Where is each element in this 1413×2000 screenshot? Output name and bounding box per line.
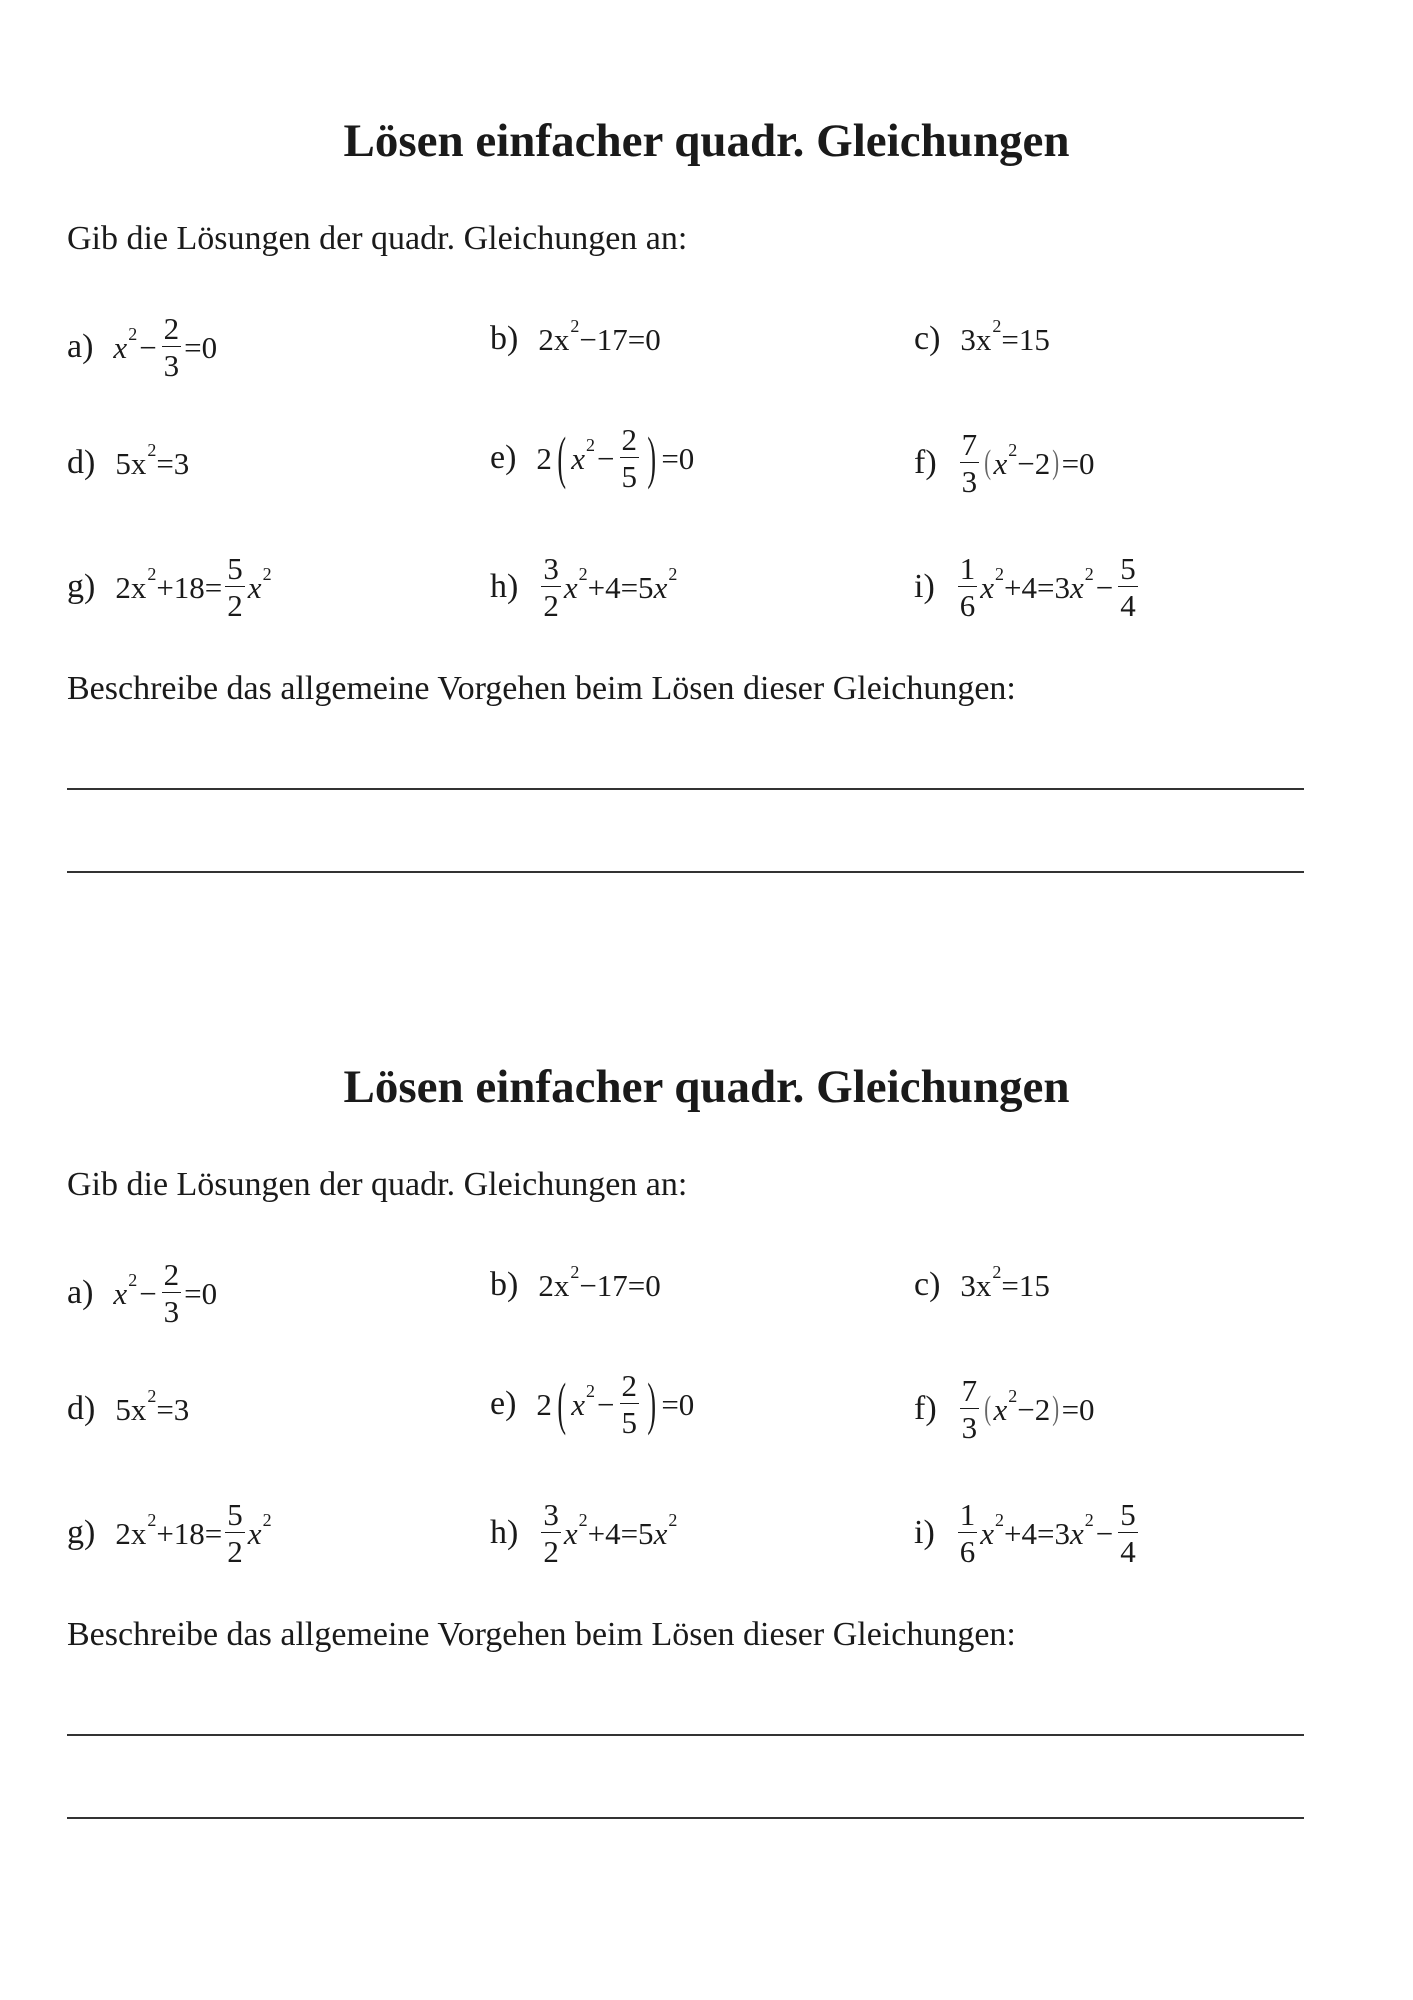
- instruction-text: Gib die Lösungen der quadr. Gleichungen an:: [67, 1166, 688, 1203]
- answer-line-2[interactable]: [67, 871, 1304, 873]
- equation-label: f): [914, 1390, 937, 1427]
- equation-g: g) 2x 2 +18= $\frac{5}{2}$ x 2: [67, 551, 272, 623]
- equation-label: a): [67, 328, 94, 365]
- equation-label: i): [914, 568, 935, 605]
- worksheet-title: Lösen einfacher quadr. Gleichungen: [343, 115, 1070, 167]
- equation-label: a): [67, 1274, 94, 1311]
- equation-label: e): [490, 1385, 517, 1422]
- equation-c: c) 3x 2 =15: [914, 316, 1050, 357]
- describe-prompt: Beschreibe das allgemeine Vorgehen beim Lösen dieser Gleichungen:: [67, 670, 1016, 707]
- worksheet-1: [0, 0, 1413, 760]
- equation-label: f): [914, 444, 937, 481]
- equation-label: h): [490, 568, 519, 605]
- worksheet-title: Lösen einfacher quadr. Gleichungen: [343, 1061, 1070, 1113]
- equation-label: b): [490, 320, 519, 357]
- equation-label: d): [67, 1390, 96, 1427]
- equation-label: c): [914, 1266, 941, 1303]
- equation-a: a) x 2 − $\frac{2}{3}$ =0: [67, 1257, 218, 1329]
- answer-line-1[interactable]: [67, 1734, 1304, 1736]
- equation-f: f) $\frac{7}{3}$ ( x 2 −2 ) =0: [914, 1373, 1095, 1445]
- equation-label: c): [914, 320, 941, 357]
- equation-i: i) $\frac{1}{6}$ x 2 +4=3 x 2 − $\frac{5}{4}$: [914, 1497, 1136, 1569]
- equation-i: i) $\frac{1}{6}$ x 2 +4=3 x 2 − $\frac{5}{4}$: [914, 551, 1136, 623]
- describe-prompt: Beschreibe das allgemeine Vorgehen beim Lösen dieser Gleichungen:: [67, 1616, 1016, 1653]
- equation-b: b) 2x 2 −17=0: [490, 316, 661, 357]
- equation-label: i): [914, 1514, 935, 1551]
- equation-label: d): [67, 444, 96, 481]
- equation-label: g): [67, 568, 96, 605]
- equation-c: c) 3x 2 =15: [914, 1262, 1050, 1303]
- equation-h: h) $\frac{3}{2}$ x 2 +4=5 x 2: [490, 551, 678, 623]
- instruction-text: Gib die Lösungen der quadr. Gleichungen an:: [67, 220, 688, 257]
- equation-label: h): [490, 1514, 519, 1551]
- equation-d: d) 5x 2 =3: [67, 440, 190, 481]
- equation-f: f) $\frac{7}{3}$ ( x 2 −2 ) =0: [914, 427, 1095, 499]
- equation-d: d) 5x 2 =3: [67, 1386, 190, 1427]
- equation-a: a) x 2 − $\frac{2}{3}$ =0: [67, 311, 218, 383]
- equation-label: g): [67, 1514, 96, 1551]
- equation-label: e): [490, 439, 517, 476]
- equation-b: b) 2x 2 −17=0: [490, 1262, 661, 1303]
- answer-line-1[interactable]: [67, 788, 1304, 790]
- equation-g: g) 2x 2 +18= $\frac{5}{2}$ x 2: [67, 1497, 272, 1569]
- equation-label: b): [490, 1266, 519, 1303]
- worksheet-2: [0, 946, 1413, 1706]
- equation-h: h) $\frac{3}{2}$ x 2 +4=5 x 2: [490, 1497, 678, 1569]
- equation-e: e) 2 ( x 2 − $\frac{2}{5}$ ) =0: [490, 1368, 695, 1440]
- equation-e: e) 2 ( x 2 − $\frac{2}{5}$ ) =0: [490, 422, 695, 494]
- answer-line-2[interactable]: [67, 1817, 1304, 1819]
